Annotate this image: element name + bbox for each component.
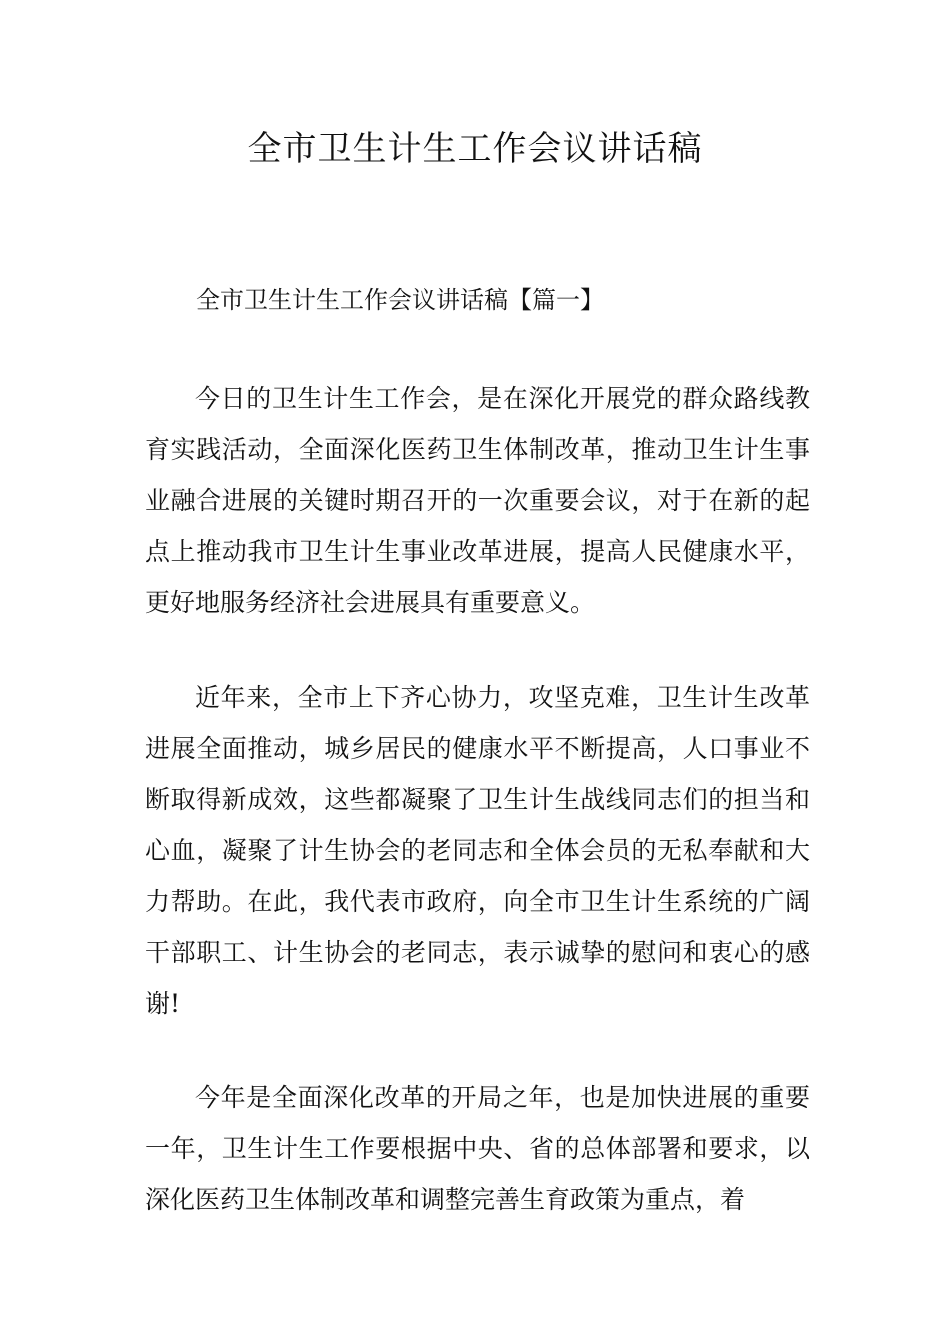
document-title: 全市卫生计生工作会议讲话稿 — [247, 129, 703, 169]
body-paragraph-3: 今年是全面深化改革的开局之年，也是加快进展的重要一年，卫生计生工作要根据中央、省的总体部署和要求，以深化医药卫生体制改革和调整完善生育政策为重点，着 — [145, 1083, 810, 1214]
section-heading: 全市卫生计生工作会议讲话稿【篇一】 — [196, 286, 604, 314]
body-paragraph-1: 今日的卫生计生工作会，是在深化开展党的群众路线教育实践活动，全面深化医药卫生体制改革，推动卫生计生事业融合进展的关键时期召开的一次重要会议，对于在新的起点上推动我市卫生计生事业改革进展，提高人民健康水平，更好地服务经济社会进展具有重要意义。 — [145, 384, 810, 617]
body-paragraph-2: 近年来，全市上下齐心协力，攻坚克难，卫生计生改革进展全面推动，城乡居民的健康水平不断提高，人口事业不断取得新成效，这些都凝聚了卫生计生战线同志们的担当和心血，凝聚了计生协会的老同志和全体会员的无私奉献和大力帮助。在此，我代表市政府，向全市卫生计生系统的广阔干部职工、计生协会的老同志，表示诚挚的慰问和衷心的感谢! — [145, 683, 810, 1018]
